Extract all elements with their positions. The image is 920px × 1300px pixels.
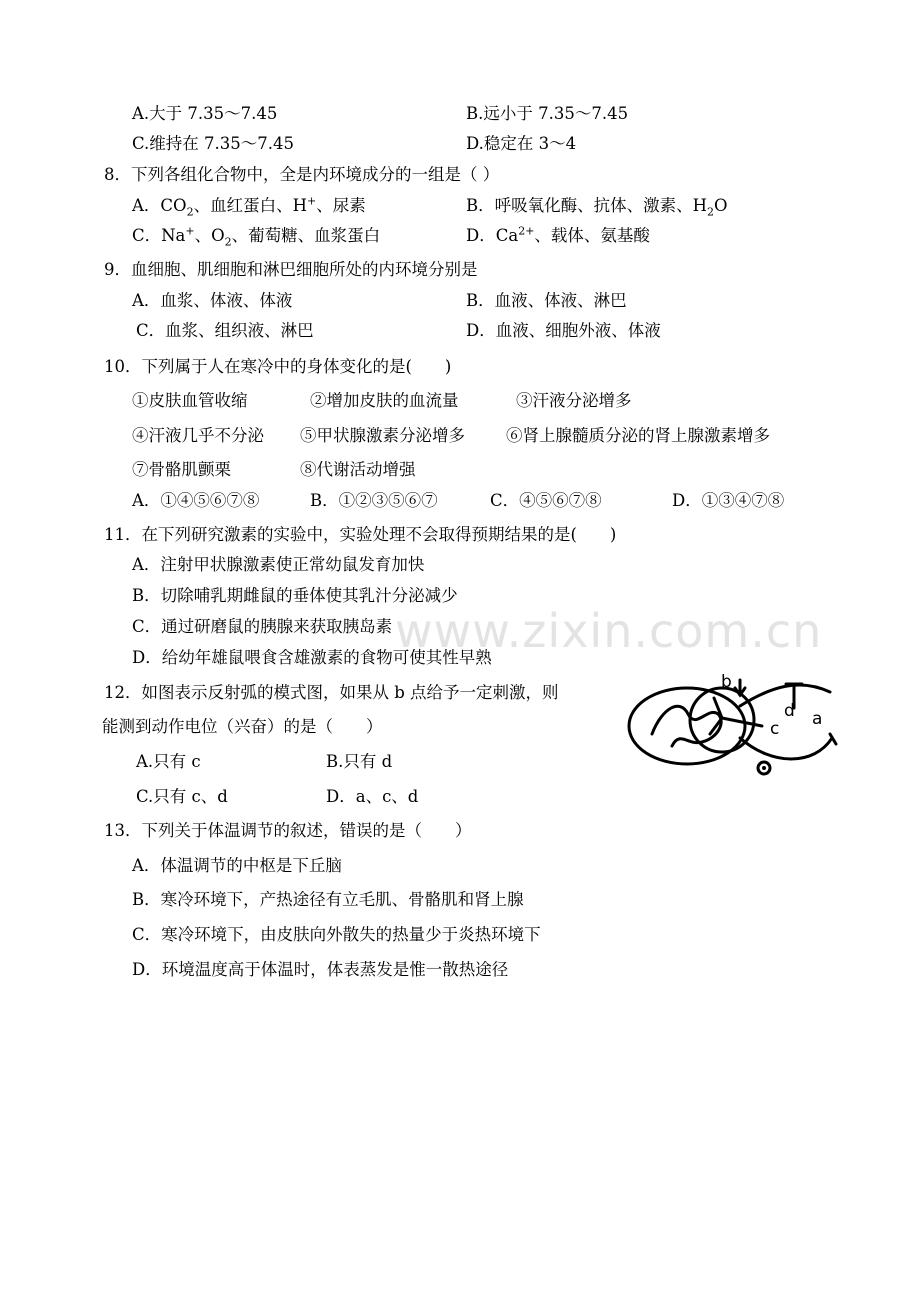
q10-option-b: B．①②③⑤⑥⑦ xyxy=(310,491,438,510)
q9-option-d: D．血液、细胞外液、体液 xyxy=(466,321,661,340)
q12-option-d: D．a、c、d xyxy=(326,787,419,806)
q10-item-1: ①皮肤血管收缩 xyxy=(132,391,248,410)
q11-option-c: C．通过研磨鼠的胰腺来获取胰岛素 xyxy=(132,617,393,636)
neuron-squiggle xyxy=(652,706,721,746)
q13-option-d: D．环境温度高于体温时，体表蒸发是惟一散热途径 xyxy=(132,960,509,979)
q10-item-8: ⑧代谢活动增强 xyxy=(300,460,416,479)
q12-option-b: B.只有 d xyxy=(326,752,393,771)
q11-stem: 11．在下列研究激素的实验中，实验处理不会取得预期结果的是( ) xyxy=(104,525,617,544)
q12-stem-line1: 12．如图表示反射弧的模式图，如果从 b 点给予一定刺激，则 xyxy=(104,683,559,702)
q8-option-b: B．呼吸氧化酶、抗体、激素、$H_2O$ xyxy=(466,196,728,219)
q8-option-c: C．Na+、$O_2$、葡萄糖、血浆蛋白 xyxy=(132,224,381,249)
label-c: c xyxy=(770,719,780,739)
q10-option-d: D．①③④⑦⑧ xyxy=(672,491,785,510)
q13-stem: 13．下列关于体温调节的叙述，错误的是（ ） xyxy=(104,821,472,840)
q8-option-a: A．$CO_2$、血红蛋白、H+、尿素 xyxy=(132,194,366,219)
prev-option-c: C.维持在 7.35～7.45 xyxy=(132,134,295,153)
q10-item-4: ④汗液几乎不分泌 xyxy=(132,426,264,445)
q10-option-c: C．④⑤⑥⑦⑧ xyxy=(490,491,602,510)
q10-stem: 10．下列属于人在寒冷中的身体变化的是( ) xyxy=(104,357,452,376)
reflex-arc-figure xyxy=(622,668,842,780)
q9-option-b: B．血液、体液、淋巴 xyxy=(466,291,627,310)
q10-item-7: ⑦骨骼肌颤栗 xyxy=(132,460,231,479)
q9-option-c: C．血浆、组织液、淋巴 xyxy=(136,321,314,340)
q13-option-b: B．寒冷环境下，产热途径有立毛肌、骨骼肌和肾上腺 xyxy=(132,890,524,909)
q10-item-5: ⑤甲状腺激素分泌增多 xyxy=(300,426,465,445)
q9-option-a: A．血浆、体液、体液 xyxy=(132,291,293,310)
q13-option-a: A．体温调节的中枢是下丘脑 xyxy=(132,856,342,875)
q11-option-d: D．给幼年雄鼠喂食含雄激素的食物可使其性早熟 xyxy=(132,648,492,667)
q11-option-b: B．切除哺乳期雌鼠的垂体使其乳汁分泌减少 xyxy=(132,586,458,605)
q12-stem-line2: 能测到动作电位（兴奋）的是（ ） xyxy=(102,717,383,736)
q10-option-a: A．①④⑤⑥⑦⑧ xyxy=(132,491,260,510)
q12-option-c: C.只有 c、d xyxy=(136,787,228,806)
interneuron-line xyxy=(722,718,762,726)
prev-option-a: A.大于 7.35～7.45 xyxy=(132,104,278,123)
q12-option-a: A.只有 c xyxy=(136,752,201,771)
label-d: d xyxy=(784,701,795,721)
effector-dot xyxy=(762,766,766,770)
q8-stem: 8．下列各组化合物中，全是内环境成分的一组是（ ） xyxy=(104,165,500,184)
watermark: www.zixin.com.cn xyxy=(395,604,823,658)
label-a: a xyxy=(812,709,823,729)
q13-option-c: C．寒冷环境下，由皮肤向外散失的热量少于炎热环境下 xyxy=(132,925,541,944)
efferent-path xyxy=(740,738,832,759)
q9-stem: 9．血细胞、肌细胞和淋巴细胞所处的内环境分别是 xyxy=(104,260,478,279)
q10-item-2: ②增加皮肤的血流量 xyxy=(310,391,459,410)
prev-option-d: D.稳定在 3～4 xyxy=(466,134,577,153)
q10-item-6: ⑥肾上腺髓质分泌的肾上腺激素增多 xyxy=(506,426,770,445)
q8-option-d: D．$Ca^{2+}$、载体、氨基酸 xyxy=(466,224,650,245)
q10-item-3: ③汗液分泌增多 xyxy=(516,391,632,410)
prev-option-b: B.远小于 7.35～7.45 xyxy=(466,104,629,123)
label-b: b xyxy=(721,672,732,692)
q11-option-a: A．注射甲状腺激素使正常幼鼠发育加快 xyxy=(132,555,425,574)
